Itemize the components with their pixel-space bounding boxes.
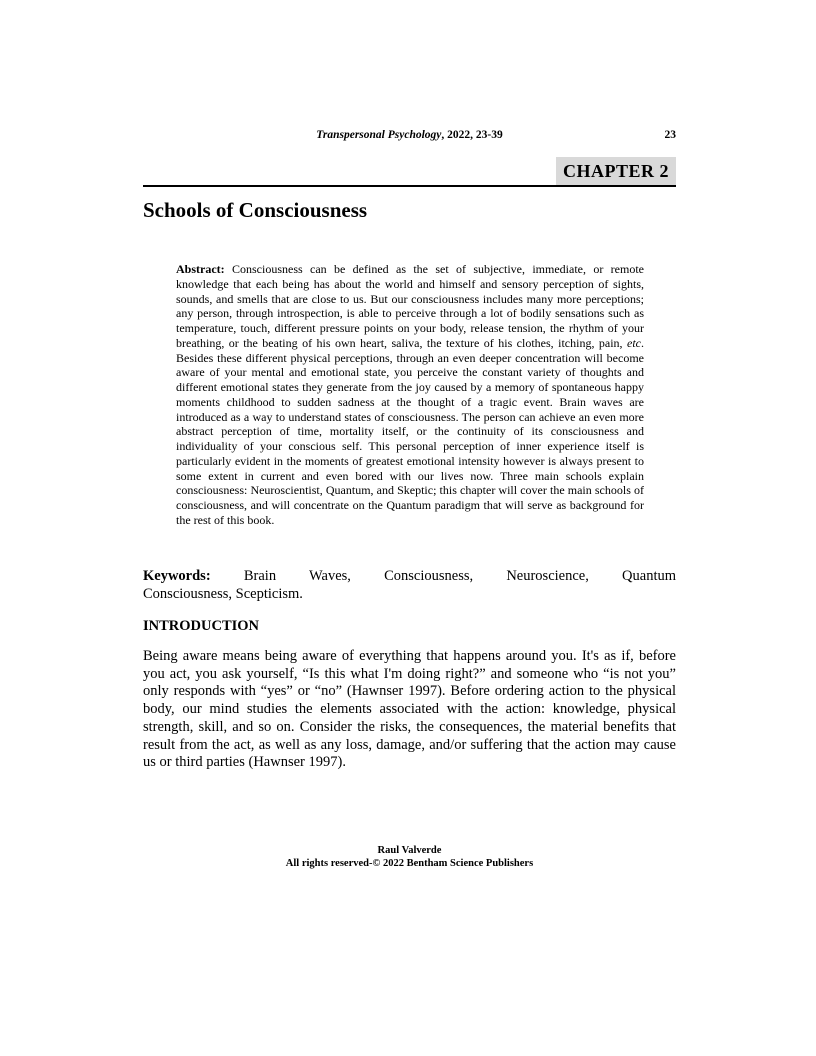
page-footer xyxy=(143,845,676,870)
citation-suffix: , 2022, 23-39 xyxy=(441,129,503,141)
journal-title: Transpersonal Psychology xyxy=(316,129,442,141)
abstract-etc: etc xyxy=(627,335,641,350)
introduction-paragraph: Being aware means being aware of everything that happens around you. It's as if, before you act, you ask yourself, “Is this what I'm doing right?” and someone who “is not you” only responds with “yes” or “no” (Hawnser 1997). Before ordering action to the physical body, our mind studies the elements associated with the action: knowledge, physical strength, skill, and so on. Consider the risks, the consequences, the material benefits that result from the act, as well as any loss, damage, and/or suffering that the action may cause us or third parties (Hawnser 1997). xyxy=(143,648,676,771)
abstract-text-1: Consciousness can be defined as the set of subjective, immediate, or remote knowledge that each being has about the world and himself and sensory perception of sights, sounds, and smells that are close to us. But our consciousness includes many more perceptions; any person, through introspection, is able to perceive through a lot of bodily sensations such as temperature, touch, different pressure points on your body, release tension, the rhythm of your breathing, or the beating of his own heart, saliva, the texture of his clothes, itching, pain, xyxy=(176,262,644,350)
abstract-label: Abstract: xyxy=(176,262,225,276)
page-number: 23 xyxy=(664,129,676,141)
journal-citation xyxy=(143,129,676,142)
footer-author: Raul Valverde xyxy=(377,845,442,856)
keywords-line-1 xyxy=(143,568,676,586)
abstract-text-2: . Besides these different physical perceptions, through an even deeper concentration will become aware of your mental and emotional state, you perceive the constant variety of thoughts and different emotional states they generate from the joy caused by a memory of spontaneous happy moments childhood to sudden sadness at the thought of a tragic event. Brain waves are introduced as a way to understand states of consciousness. The person can achieve an even more abstract perception of time, mortality itself, or the continuity of its consciousness and individuality of your conscious self. This personal perception of inner experience itself is particularly evident in the moments of greatest emotional intensity however is always present to some extent in current and even bored with our lives now. Three main schools explain consciousness: Neuroscientist, Quantum, and Skeptic; this chapter will cover the main schools of consciousness, and will concentrate on the Quantum paradigm that will serve as background for the rest of this book. xyxy=(176,335,644,527)
section-heading-introduction: INTRODUCTION xyxy=(143,618,260,634)
abstract-paragraph xyxy=(176,262,644,528)
keywords-block xyxy=(143,568,676,603)
running-header xyxy=(143,129,676,142)
keywords-label: Keywords: xyxy=(143,568,211,584)
chapter-badge: CHAPTER 2 xyxy=(556,157,676,185)
keywords-line-2: Consciousness, Scepticism. xyxy=(143,585,303,602)
chapter-title: Schools of Consciousness xyxy=(143,198,368,222)
chapter-rule xyxy=(143,157,676,187)
keywords-list-1: Brain Waves, Consciousness, Neuroscience, Quantum xyxy=(210,568,676,584)
footer-copyright: All rights reserved-© 2022 Bentham Science Publishers xyxy=(285,857,534,869)
